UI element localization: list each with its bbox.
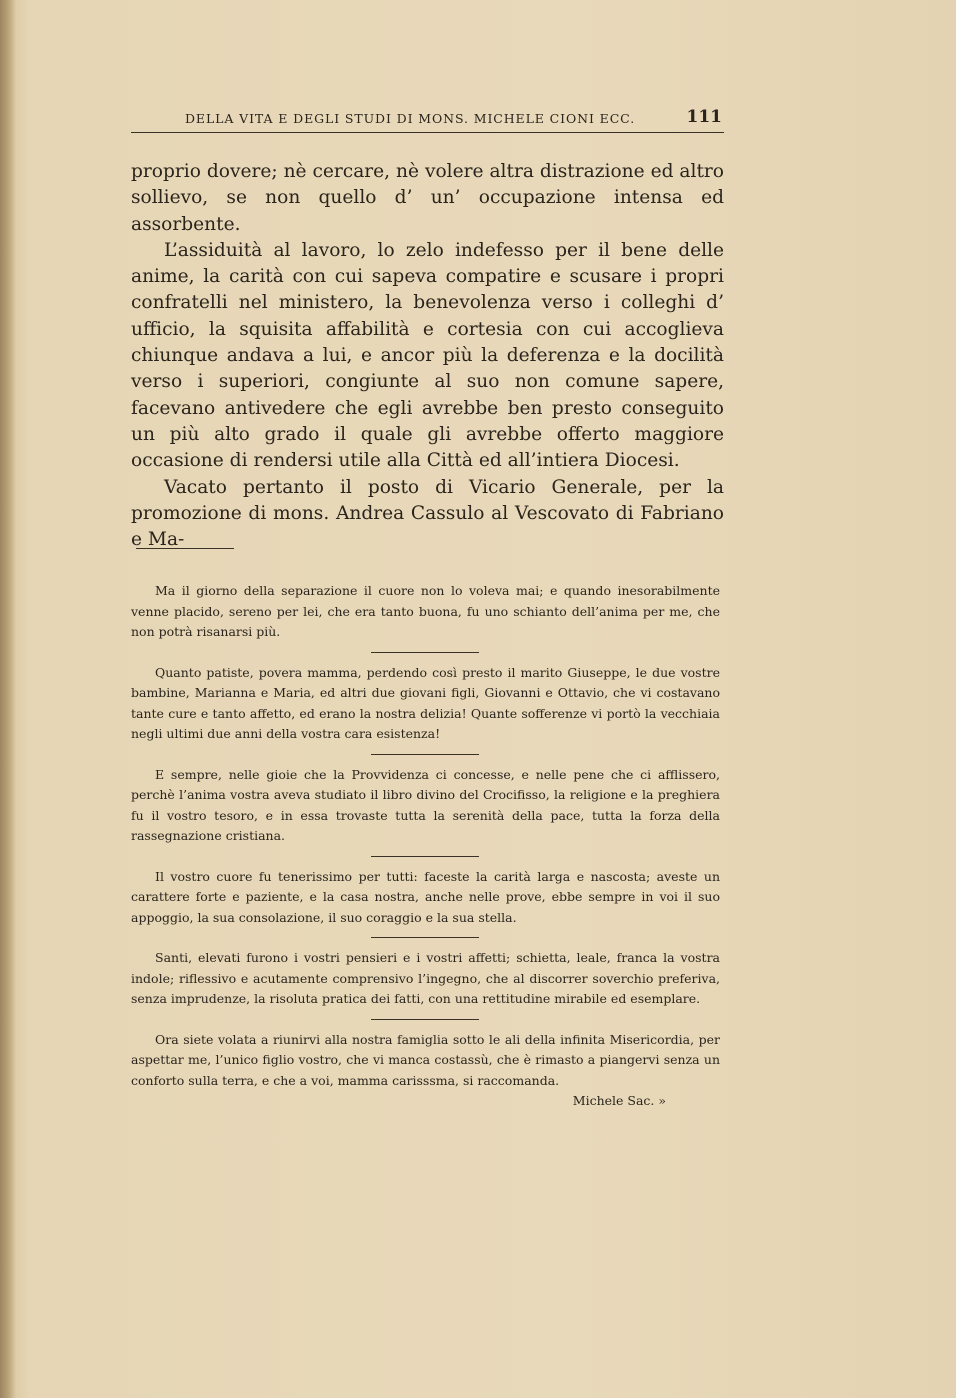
footnote-separator — [371, 856, 479, 857]
footnote-separator — [371, 652, 479, 653]
running-title: DELLA VITA E DEGLI STUDI DI MONS. MICHELE CIONI ECC. — [185, 111, 636, 126]
footnote-paragraph: Il vostro cuore fu tenerissimo per tutti: faceste la carità larga e nascosta; aveste un carattere forte e paziente, e la casa nostra, anche nelle prove, ebbe sempre in voi il suo appoggio, la sua consolazione, il suo coraggio e la sua stella. — [131, 868, 720, 925]
page-header — [131, 106, 724, 133]
footnote-paragraph: Quanto patiste, povera mamma, perdendo così presto il marito Giuseppe, le due vostre bambine, Marianna e Maria, ed altri due giovani figli, Giovanni e Ottavio, che vi costavano tante cure e tanto affetto, ed erano la nostra delizia! Quante sofferenze vi portò la vecchiaia negli ultimi due anni della vostra cara esistenza! — [131, 664, 720, 741]
footnote — [131, 581, 720, 1112]
page-spine-shadow — [0, 0, 16, 1398]
footnote-rule — [136, 548, 234, 549]
footnote-paragraph: Santi, elevati furono i vostri pensieri e i vostri affetti; schietta, leale, franca la vostra indole; riflessivo e acutamente comprensivo l’ingegno, che al discorrer soverchio preferiva, senza imprudenze, la risoluta pratica dei fatti, con una rettitudine mirabile ed esemplare. — [131, 950, 720, 1006]
footnote-separator — [371, 754, 479, 755]
body-paragraph: proprio dovere; nè cercare, nè volere altra distrazione ed altro sollievo, se non quello d’ un’ occupazione intensa ed assorbente. — [131, 161, 724, 235]
footnote-separator — [371, 1019, 479, 1020]
page-number: 111 — [686, 107, 722, 127]
footnote-paragraph: Ora siete volata a riunirvi alla nostra famiglia sotto le ali della infinita Misericordia, per aspettar me, l’unico figlio vostro, che vi manca costassù, che è rimasto a piangervi senza un conforto sulla terra, e che a voi, mamma carisssma, si raccomanda. — [131, 1031, 720, 1088]
footnote-paragraph: E sempre, nelle gioie che la Provvidenza ci concesse, e nelle pene che ci afflissero, perchè l’anima vostra aveva studiato il libro divino del Crocifisso, la religione e la preghiera fu il vostro tesoro, e in essa trovaste tutta la serenità della pace, tutta la forza della rassegnazione cristiana. — [131, 766, 720, 843]
body-paragraph: Vacato pertanto il posto di Vicario Generale, per la promozione di mons. Andrea Cassulo al Vescovato di Fabriano e Ma- — [131, 476, 724, 551]
signature: Michele Sac. » — [572, 1093, 666, 1108]
main-text — [131, 159, 724, 553]
body-paragraph: L’assiduità al lavoro, lo zelo indefesso per il bene delle anime, la carità con cui sapeva compatire e scusare i propri confratelli nel ministero, la benevolenza verso i colleghi d’ ufficio, la squisita affabilità e cortesia con cui accoglieva chiunque andava a lui, e ancor più la deferenza e la docilità verso i superiori, congiunte al suo non comune sapere, facevano antivedere che egli avrebbe ben presto conseguito un più alto grado il quale gli avrebbe offerto maggiore occasione di rendersi utile alla Città ed all’intiera Diocesi. — [131, 239, 724, 472]
footnote-paragraph: Ma il giorno della separazione il cuore non lo voleva mai; e quando inesorabilmente venne placido, sereno per lei, che era tanto buona, fu uno schianto dell’anima per me, che non potrà risanarsi più. — [131, 583, 720, 639]
footnote-separator — [371, 937, 479, 938]
